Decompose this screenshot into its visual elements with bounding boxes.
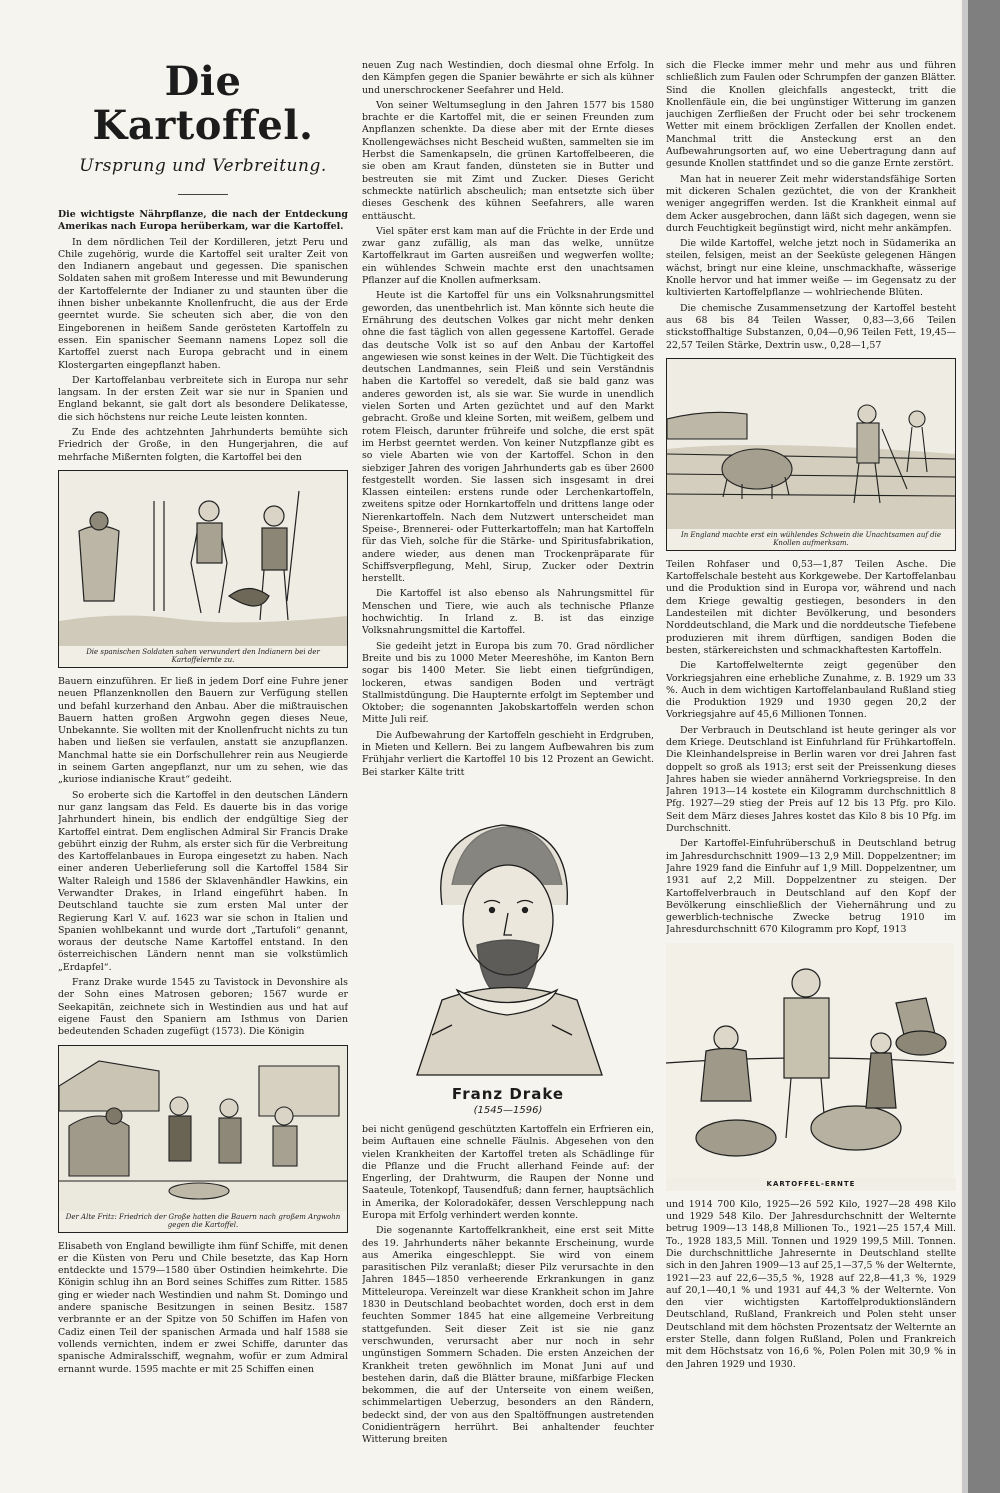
paragraph: neuen Zug nach Westindien, doch diesmal ohne Erfolg. In den Kämpfen gegen die Spanier bewährte er sich als kühner und unerschrockener Seefahrer und Held. <box>362 60 654 96</box>
portrait-francis-drake <box>362 785 654 1116</box>
paragraph: Bauern einzuführen. Er ließ in jedem Dorf eine Fuhre jener neuen Pflanzenknollen den Bauern zur Verfügung stellen und befahl kurzerhand den Anbau. Aber die mißtrauischen Bauern hatten großen Argwohn gegen dieses Neue, Unbekannte. Sie wollten mit der Knollenfrucht nichts zu tun haben und ließen sie verfaulen, anstatt sie anzupflanzen. Manchmal hatte sie ein Dorfschullehrer rein aus Neugierde in seinem Garten angepflanzt, nur um zu sehen, wie das „kuriose indianische Kraut“ gedeiht. <box>58 675 348 786</box>
paragraph: Von seiner Weltumseglung in den Jahren 1577 bis 1580 brachte er die Kartoffel mit, die er seinen Freunden zum Anpflanzen schenkte. Da diese aber mit der Ernte dieses Knollengewächses nicht Bescheid wußten, sammelten sie im Herbst die Samenkapseln, die grünen Kartoffelbeeren, die sie oben am Kraut fanden, dünsteten sie in Butter und bestreuten sie mit Zimt und Zucker. Dieses Gericht schmeckte natürlich abscheulich; man entsetzte sich über dieses Geschenk des kühnen Seefahrers, alle waren enttäuscht. <box>362 99 654 222</box>
paragraph: Die chemische Zusammensetzung der Kartoffel besteht aus 68 bis 84 Teilen Wasser, 0,83—3,66 Teilen stickstoffhaltige Substanzen, 0,04—0,96 Teilen Fett, 19,45—22,57 Teilen Stärke, Dextrin usw., 0,28—1,57 <box>666 302 956 351</box>
article-subtitle: Ursprung und Verbreitung. <box>79 156 327 176</box>
page-edge-strip <box>962 0 1000 1493</box>
paragraph: Zu Ende des achtzehnten Jahrhunderts bemühte sich Friedrich der Große, in den Hungerjahren, die auf mehrfache Mißernten folgten, die Kartoffel bei den <box>58 427 348 463</box>
paragraph: Man hat in neuerer Zeit mehr widerstandsfähige Sorten mit dickeren Schalen gezüchtet, die von der Krankheit weniger angegriffen werden. Ist die Krankheit einmal auf dem Acker ausgebrochen, dann läßt sich dagegen, wenn sie durch Feuchtigkeit begünstigt wird, nicht mehr ankämpfen. <box>666 173 956 234</box>
figure-caption: In England machte erst ein wühlendes Schwein die Unachtsamen auf die Knollen aufmerksam. <box>667 529 955 550</box>
drake-portrait-drawing <box>362 785 654 1085</box>
portrait-years: (1545—1596) <box>473 1104 543 1116</box>
column-2 <box>362 60 654 1453</box>
portrait-caption <box>362 1085 654 1116</box>
paragraph: So eroberte sich die Kartoffel in den deutschen Ländern nur ganz langsam das Feld. Es dauerte bis in das vorige Jahrhundert hinein, bis endlich der endgültige Sieg der Kartoffel eintrat. Dem englischen Admiral Sir Francis Drake gebührt einzig der Ruhm, als erster sich für die Verbreitung des Kartoffelanbaues in Europa eingesetzt zu haben. Nach einer anderen Ueberlieferung soll die Kartoffel 1584 Sir Walter Raleigh und 1586 der Sklavenhändler Hawkins, ein Verwandter Drakes, in Irland eingeführt haben. In Deutschland tauchte sie zum ersten Mal unter der Regierung Karl V. auf. 1623 war sie schon in Italien und Spanien wohlbekannt und wurde dort „Tartufoli“ genannt, woraus der deutsche Name Kartoffel entstand. In den österreichischen Ländern nennt man sie volkstümlich „Erdapfel“. <box>58 789 348 973</box>
paragraph: Der Verbrauch in Deutschland ist heute geringer als vor dem Kriege. Deutschland ist Einfuhrland für Frühkartoffeln. Die Kleinhandelspreise in Berlin waren vor drei Jahren fast doppelt so groß als 1913; erst seit der Preissenkung dieses Jahres haben sie wieder annähernd Vorkriegspreise. In den Jahren 1913—14 kostete ein Kilogramm durchschnittlich 8 Pfg. 1927—29 stieg der Preis auf 12 bis 13 Pfg. pro Kilo. Seit dem März dieses Jahres kostet das Kilo 8 bis 10 Pfg. im Durchschnitt. <box>666 724 956 835</box>
paragraph: Die Kartoffelwelternte zeigt gegenüber den Vorkriegsjahren eine erhebliche Zunahme, z. B. 1929 um 33 %. Auch in dem wichtigen Kartoffelanbauland Rußland stieg die Produktion 1929 und 1930 gegen 20,2 der Vorkriegsjahre auf 45,6 Millionen Tonnen. <box>666 660 956 721</box>
paragraph: Sie gedeiht jetzt in Europa bis zum 70. Grad nördlicher Breite und bis zu 1000 Meter Meereshöhe, im Kanton Bern sogar bis 1400 Meter. Sie liebt einen tiefgründigen, lockeren, etwas sandigen Boden und verträgt Stallmistdüngung. Die Haupternte erfolgt im September und Oktober; die sogenannten Jakobskartoffeln werden schon Mitte Juli reif. <box>362 640 654 726</box>
paragraph: Die sogenannte Kartoffelkrankheit, eine erst seit Mitte des 19. Jahrhunderts näher bekannte Erscheinung, wurde aus Amerika eingeschleppt. Sie wird von einem parasitischen Pilz veranlaßt; dieser Pilz verursachte in den Jahren 1845—1850 verheerende Erkrankungen in ganz Mitteleuropa. Vereinzelt war diese Krankheit schon im Jahre 1830 in Deutschland beobachtet worden, doch erst in dem feuchten Sommer 1845 hat eine allgemeine Verbreitung stattgefunden. Seit dieser Zeit ist sie nie ganz verschwunden, verursacht aber nur noch in sehr ungünstigen Sommern Schaden. Die ersten Anzeichen der Krankheit treten gewöhnlich im Monat Juni auf und bestehen darin, daß die Blätter braune, mißfarbige Flecken bekommen, die auf der Unterseite von einem weißen, schimmelartigen Ueberzug, besonders an den Rändern, bedeckt sind, der von aus den Spaltöffnungen austretenden Conidienträgern herrührt. Bei anhaltender feuchter Witterung breiten <box>362 1225 654 1446</box>
paragraph: und 1914 700 Kilo, 1925—26 592 Kilo, 1927—28 498 Kilo und 1929 548 Kilo. Der Jahresdurchschnitt der Welternte betrug 1909—13 148,8 Millionen To., 1921—25 157,4 Mill. To., 1928 183,5 Mill. Tonnen und 1929 199,5 Mill. Tonnen. Die durchschnittliche Jahresernte in Deutschland stellte sich in den Jahren 1909—13 auf 25,1—37,5 % der Welternte, 1921—23 auf 22,6—35,5 %, 1928 auf 22,8—41,3 %, 1929 auf 20,1—40,1 % und 1931 auf 44,3 % der Welternte. Von den vier wichtigsten Kartoffelproduktionsländern Deutschland, Rußland, Frankreich und Polen steht unser Deutschland mit dem höchsten Prozentsatz der Welternte an erster Stelle, dann folgen Rußland, Polen und Frankreich mit dem Höchstsatz von 16,6 %, Polen Polen mit 30,9 % in den Jahren 1929 und 1930. <box>666 1198 956 1370</box>
potato-harvest-drawing <box>666 943 954 1178</box>
frederick-farmers-drawing <box>59 1046 347 1211</box>
paragraph: sich die Flecke immer mehr und mehr aus und führen schließlich zum Faulen oder Schrumpfen der ganzen Blätter. Sind die Knollen gleichfalls angesteckt, tritt die Knollenfäule ein, die bei ungünstiger Witterung im ganzen jauchigen Zerfließen der Frucht oder bei sehr trockenem Wetter mit einem bröckligen Zerfallen der Knollen endet. Manchmal tritt die Ansteckung erst an den Aufbewahrungsorten auf, wo eine Uebertragung dann auf gesunde Knollen stattfindet und so die ganze Ernte zerstört. <box>666 60 956 170</box>
paragraph: Elisabeth von England bewilligte ihm fünf Schiffe, mit denen er die Küsten von Peru und Chile besetzte, das Kap Horn entdeckte und 1579—1580 über Ostindien heimkehrte. Die Königin schlug ihn an Bord seines Schiffes zum Ritter. 1585 ging er wieder nach Westindien und nahm St. Domingo und andere spanische Besitzungen in seinen Besitz. 1587 verbrannte er an der Spitze von 50 Schiffen im Hafen von Cadiz einen Teil der spanischen Armada und half 1588 sie vollends vernichten, indem er zwei Schiffe, darunter das spanische Admiralsschiff, wegnahm, wofür er zum Admiral ernannt wurde. 1595 machte er mit 25 Schiffen einen <box>58 1240 348 1375</box>
paragraph: Heute ist die Kartoffel für uns ein Volksnahrungsmittel geworden, das unentbehrlich ist. Man könnte sich heute die Ernährung des deutschen Volkes gar nicht mehr denken ohne die fast täglich von allen gegessene Kartoffel. Gerade das deutsche Volk ist so auf den Anbau der Kartoffel angewiesen wie sonst keines in der Welt. Die Tüchtigkeit des deutschen Landmannes, sein Fleiß und sein Verständnis haben die Kartoffel so veredelt, daß sie bald ganz was anderes geworden ist, als sie war. Sie wurde in unendlich vielen Sorten und Arten gezüchtet und auf den Markt gebracht. Große und kleine Sorten, mit weißem, gelbem und rotem Fleisch, darunter frühreife und solche, die erst spät im Herbst geerntet werden. Von keiner Nutzpflanze gibt es so viele Abarten wie von der Kartoffel. Schon in den siebziger Jahren des vorigen Jahrhunderts gab es über 2600 festgestellt worden. Sie lassen sich insgesamt in drei Klassen einteilen: erstens runde oder Lerchenkartoffeln, zweitens spitze oder Hornkartoffeln und drittens lange oder Nierenkartoffeln. Nach dem Nutzwert unterscheidet man Speise-, Brennerei- oder Futterkartoffeln; man hat Kartoffeln für das Vieh, solche für die Stärke- und Spiritusfabrikation, andere wieder, aus denen man Trockenpräparate für Schiffsverpflegung, Mehl, Sirup, Zucker oder Dextrin herstellt. <box>362 290 654 585</box>
paragraph: Die wilde Kartoffel, welche jetzt noch in Südamerika an steilen, felsigen, meist an der Seeküste gelegenen Hängen wächst, bringt nur eine kleine, unschmackhafte, wässerige Knolle hervor und hat immer weiße — im Gegensatz zu der kultivierten Kartoffelpflanze — wohlriechende Blüten. <box>666 238 956 299</box>
column-1 <box>58 60 348 1453</box>
paragraph: Die Kartoffel ist also ebenso als Nahrungsmittel für Menschen und Tiere, wie auch als technische Pflanze hochwichtig. In Irland z. B. ist das einzige Volksnahrungsmittel die Kartoffel. <box>362 588 654 637</box>
harvest-indians-drawing <box>59 471 347 646</box>
illustration-pig-field <box>666 358 956 551</box>
paragraph: bei nicht genügend geschützten Kartoffeln ein Erfrieren ein, beim Auftauen eine schnelle Fäulnis. Abgesehen von den vielen Krankheiten der Kartoffel treten als Schädlinge für die Pflanze und die Frucht allerhand Feinde auf: der Engerling, der Drahtwurm, die Raupen der Nonne und Saateule, Totenkopf, Tausendfuß; dann ferner, hauptsächlich in Amerika, der Koloradokäfer, dessen Verschleppung nach Europa mit Erfolg verhindert werden konnte. <box>362 1123 654 1221</box>
article-title: Die Kartoffel. <box>92 60 314 149</box>
column-3 <box>666 60 956 1453</box>
paragraph: Der Kartoffelanbau verbreitete sich in Europa nur sehr langsam. In der ersten Zeit war sie nur in Spanien und England bekannt, sie galt dort als besondere Delikatesse, die sich höchstens nur reiche Leute leisten konnten. <box>58 374 348 423</box>
paragraph: Die Aufbewahrung der Kartoffeln geschieht in Erdgruben, in Mieten und Kellern. Bei zu langem Aufbewahren bis zum Frühjahr verliert die Kartoffel 10 bis 12 Prozent an Gewicht. Bei starker Kälte tritt <box>362 729 654 778</box>
illustration-harvest-indians <box>58 470 348 668</box>
figure-caption: Der Alte Fritz: Friedrich der Große hatten die Bauern nach großem Argwohn gegen die Kartoffel. <box>59 1211 347 1232</box>
illustration-frederick-farmers <box>58 1045 348 1233</box>
figure-caption: Die spanischen Soldaten sahen verwundert den Indianern bei der Kartoffelernte zu. <box>59 646 347 667</box>
paragraph: In dem nördlichen Teil der Kordilleren, jetzt Peru und Chile zugehörig, wurde die Kartoffel seit uralter Zeit von den Indianern angebaut und gegessen. Die spanischen Soldaten sahen mit großem Interesse und mit Bewunderung der Kartoffelernte der Indianer zu und staunten über die ihnen bisher unbekannte Knollenfrucht, die aus der Erde geerntet wurde. Sie scheuten sich aber, die von den Eingeborenen in heißem Sande gerösteten Kartoffeln zu essen. Ein spanischer Seemann namens Lopez soll die Kartoffel zuerst nach Europa gebracht und in einem Klostergarten eingepflanzt haben. <box>58 236 348 371</box>
paragraph: Die wichtigste Nährpflanze, die nach der Entdeckung Amerikas nach Europa herüberkam, war die Kartoffel. <box>58 209 348 233</box>
pig-field-drawing <box>667 359 955 529</box>
illustration-potato-harvest <box>666 943 956 1191</box>
paragraph: Franz Drake wurde 1545 zu Tavistock in Devonshire als der Sohn eines Matrosen geboren; 1567 wurde er Seekapitän, zeichnete sich in Westindien aus und hat auf eigene Faust den Spaniern am Isthmus von Darien bedeutenden Schaden zugefügt (1573). Die Königin <box>58 977 348 1038</box>
title-divider <box>178 194 228 195</box>
paragraph: Viel später erst kam man auf die Früchte in der Erde und zwar ganz zufällig, als man das welke, unnütze Kartoffelkraut im Garten ausreißen und wegwerfen wollte; ein wühlendes Schwein machte erst den unachtsamen Pflanzer auf die Knollen aufmerksam. <box>362 225 654 287</box>
page-edge-highlight <box>962 0 968 1493</box>
portrait-name: Franz Drake <box>451 1084 565 1103</box>
figure-caption: KARTOFFEL-ERNTE <box>666 1178 956 1191</box>
paragraph: Teilen Rohfaser und 0,53—1,87 Teilen Asche. Die Kartoffelschale besteht aus Korkgewebe. Der Kartoffelanbau und die Produktion sind in Europa vor, während und nach dem Kriege gewaltig gestiegen, besonders in den Landesteilen mit dichter Bevölkerung, und besonders Norddeutschland, die Mark und die norddeutsche Tiefebene produzieren mit ihrem dürftigen, sandigen Boden die besten, stärkereichsten und schmackhaftesten Kartoffeln. <box>666 558 956 656</box>
paragraph: Der Kartoffel-Einfuhrüberschuß in Deutschland betrug im Jahresdurchschnitt 1909—13 2,9 Mill. Doppelzentner; im Jahre 1929 fand die Einfuhr auf 1,9 Mill. Doppelzentner, um 1931 auf 2,2 Mill. Doppelzentner zu steigen. Der Kartoffelverbrauch in Deutschland auf den Kopf der Bevölkerung einschließlich der Viehernährung und zu gewerblich-technische Zwecke betrug 1910 im Jahresdurchschnitt 670 Kilogramm pro Kopf, 1913 <box>666 838 956 936</box>
